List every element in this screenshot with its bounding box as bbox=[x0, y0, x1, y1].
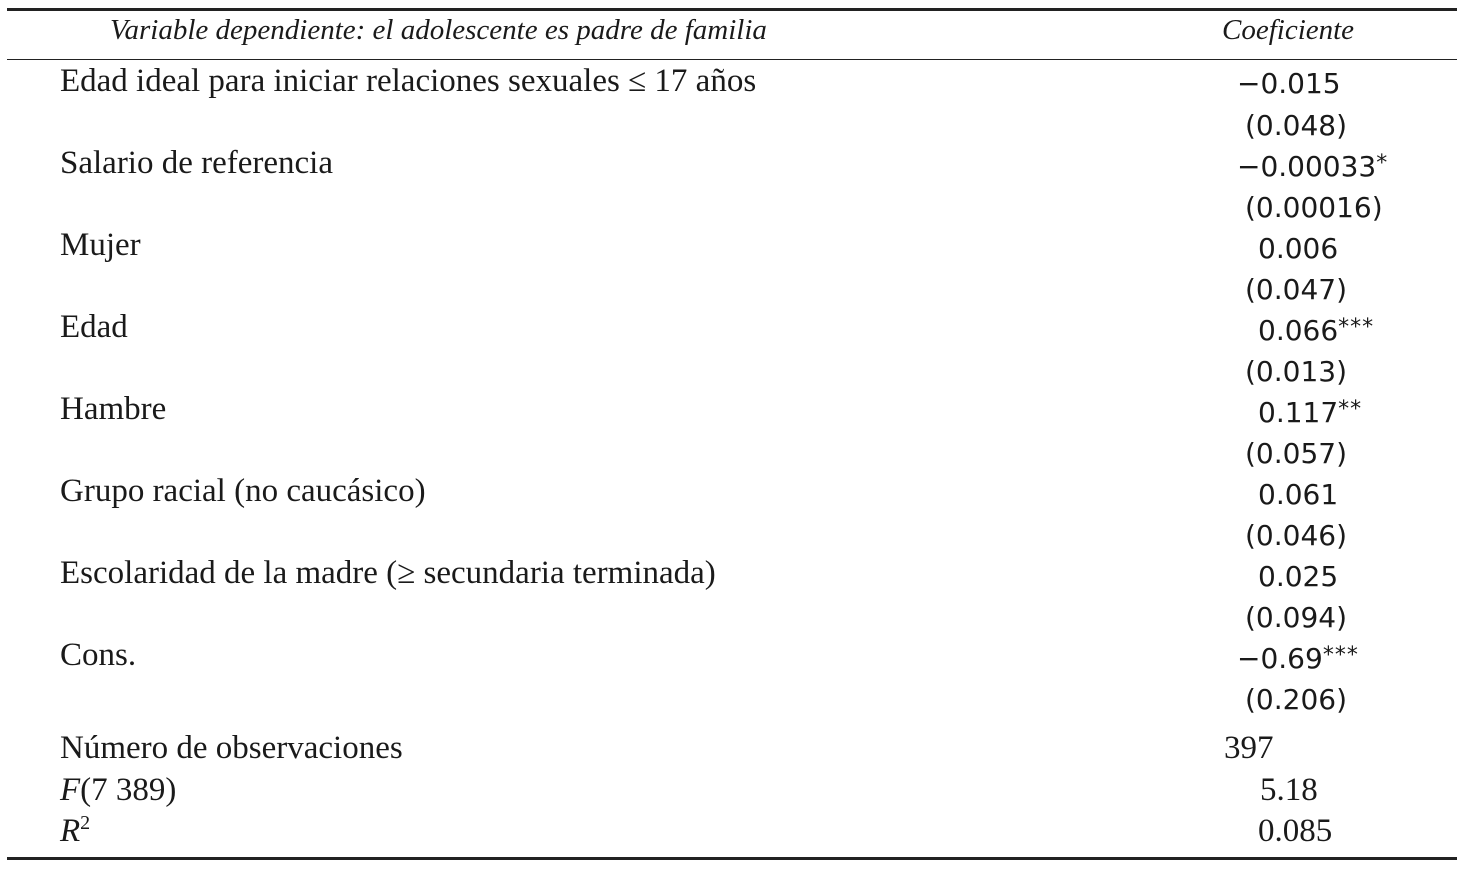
table-bottom-rule bbox=[7, 857, 1457, 860]
f-statistic-value: 5.18 bbox=[1260, 772, 1318, 808]
row-standard-error: (0.094) bbox=[1245, 601, 1348, 634]
row-label: Grupo racial (no caucásico) bbox=[60, 473, 426, 509]
row-coefficient: −0.015 bbox=[1237, 67, 1341, 100]
coefficient-header: Coeficiente bbox=[1222, 14, 1355, 46]
row-standard-error: (0.048) bbox=[1245, 109, 1348, 142]
r-squared-label: $R^2$ bbox=[60, 812, 91, 849]
row-label: Salario de referencia bbox=[60, 145, 333, 181]
row-standard-error: (0.047) bbox=[1245, 273, 1348, 306]
row-coefficient: −0.69*** bbox=[1237, 642, 1359, 675]
row-label: Cons. bbox=[60, 637, 137, 673]
row-coefficient: 0.025 bbox=[1258, 560, 1339, 593]
row-label: Escolaridad de la madre (≥ secundaria terminada) bbox=[60, 555, 716, 591]
row-coefficient: 0.061 bbox=[1258, 478, 1339, 511]
row-label: Edad ideal para iniciar relaciones sexuales ≤ 17 años bbox=[60, 63, 757, 99]
row-coefficient: 0.006 bbox=[1258, 232, 1339, 265]
row-label: Mujer bbox=[60, 227, 141, 263]
row-coefficient: 0.066*** bbox=[1258, 314, 1375, 347]
row-label: Hambre bbox=[60, 391, 167, 427]
row-standard-error: (0.046) bbox=[1245, 519, 1348, 552]
row-standard-error: (0.206) bbox=[1245, 683, 1348, 716]
table-header-rule bbox=[7, 59, 1457, 60]
observations-value: 397 bbox=[1224, 730, 1274, 766]
r-squared-value: 0.085 bbox=[1258, 813, 1333, 849]
row-standard-error: (0.057) bbox=[1245, 437, 1348, 470]
row-label: Edad bbox=[60, 309, 128, 345]
row-standard-error: (0.013) bbox=[1245, 355, 1348, 388]
row-coefficient: 0.117** bbox=[1258, 396, 1363, 429]
f-statistic-label: F(7 389) bbox=[60, 772, 177, 808]
row-coefficient: −0.00033* bbox=[1237, 150, 1389, 183]
observations-label: Número de observaciones bbox=[60, 730, 403, 766]
dependent-variable-header: Variable dependiente: el adolescente es padre de familia bbox=[110, 14, 767, 46]
table-top-rule bbox=[7, 8, 1457, 11]
row-standard-error: (0.00016) bbox=[1245, 191, 1383, 224]
